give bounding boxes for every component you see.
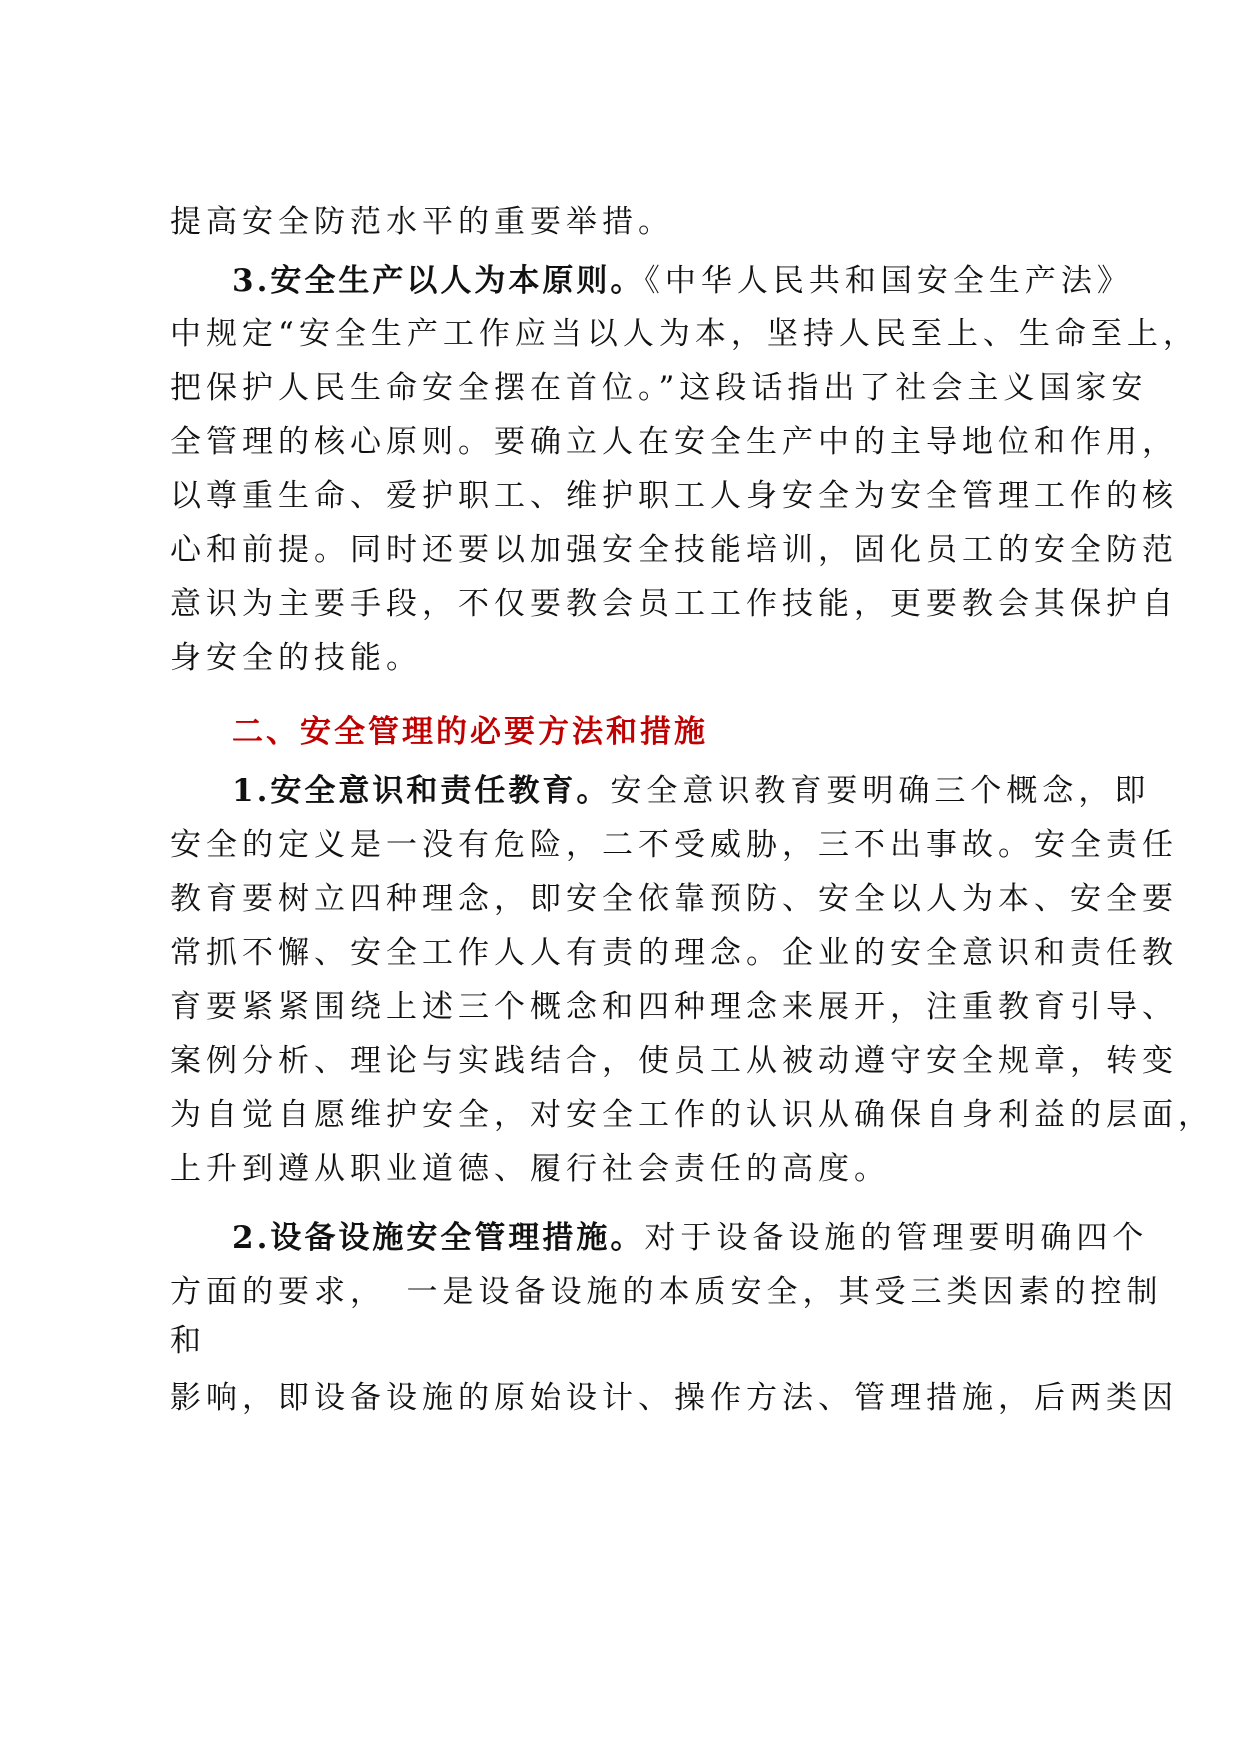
paragraph-line bbox=[170, 821, 1178, 869]
paragraph-line bbox=[170, 418, 1178, 466]
text-line: 《中华人民共和国安全生产法》 bbox=[644, 263, 1133, 299]
paragraph-line bbox=[170, 580, 1178, 628]
paragraph-line bbox=[232, 767, 1150, 815]
text-line: 上升到遵从职业道德、履行社会责任的高度。 bbox=[170, 1151, 890, 1187]
paragraph-line bbox=[170, 1145, 890, 1193]
paragraph-line bbox=[170, 364, 1147, 412]
paragraph-line bbox=[170, 310, 1199, 358]
paragraph-line bbox=[170, 875, 1178, 923]
paragraph-line bbox=[170, 1268, 1163, 1316]
paragraph-line bbox=[170, 472, 1178, 520]
paragraph-line bbox=[170, 1317, 206, 1365]
text-line: 安全的定义是一没有危险，二不受威胁，三不出事故。安全责任 bbox=[170, 827, 1178, 863]
text-line: 为自觉自愿维护安全，对安全工作的认识从确保自身利益的层面， bbox=[170, 1097, 1214, 1133]
text-line: 意识为主要手段，不仅要教会员工工作技能，更要教会其保护自 bbox=[170, 586, 1178, 622]
text-line: 提高安全防范水平的重要举措。 bbox=[170, 204, 674, 240]
paragraph-title: 3.安全生产以人为本原则。 bbox=[232, 263, 645, 299]
text-line: 育要紧紧围绕上述三个概念和四种理念来展开，注重教育引导、 bbox=[170, 989, 1178, 1025]
text-line: 教育要树立四种理念，即安全依靠预防、安全以人为本、安全要 bbox=[170, 881, 1178, 917]
paragraph-line bbox=[170, 983, 1178, 1031]
paragraph-line bbox=[170, 198, 674, 246]
paragraph-line bbox=[170, 929, 1178, 977]
section-heading bbox=[232, 708, 708, 756]
text-line: 中规定“安全生产工作应当以人为本，坚持人民至上、生命至上， bbox=[170, 316, 1199, 352]
text-line: 把保护人民生命安全摆在首位。”这段话指出了社会主义国家安 bbox=[170, 370, 1148, 406]
paragraph-line bbox=[170, 1091, 1214, 1139]
paragraph-title: 1.安全意识和责任教育。 bbox=[232, 773, 611, 809]
paragraph-line bbox=[170, 634, 422, 682]
paragraph-line bbox=[170, 526, 1178, 574]
text-line: 影响，即设备设施的原始设计、操作方法、管理措施，后两类因 bbox=[170, 1380, 1178, 1416]
text-line: 方面的要求， 一是设备设施的本质安全，其受三类因素的控制 bbox=[170, 1274, 1163, 1310]
text-line: 身安全的技能。 bbox=[170, 640, 422, 676]
text-line: 以尊重生命、爱护职工、维护职工人身安全为安全管理工作的核 bbox=[170, 478, 1178, 514]
text-line: 案例分析、理论与实践结合，使员工从被动遵守安全规章，转变 bbox=[170, 1043, 1178, 1079]
paragraph-line bbox=[232, 1214, 1148, 1262]
section-heading-text: 二、安全管理的必要方法和措施 bbox=[232, 714, 708, 750]
paragraph-line bbox=[232, 257, 1133, 305]
text-line: 和 bbox=[170, 1323, 206, 1359]
paragraph-line bbox=[170, 1037, 1178, 1085]
paragraph-title: 2.设备设施安全管理措施。 bbox=[232, 1220, 645, 1256]
text-line: 心和前提。同时还要以加强安全技能培训，固化员工的安全防范 bbox=[170, 532, 1178, 568]
paragraph-line bbox=[170, 1374, 1178, 1422]
text-line: 常抓不懈、安全工作人人有责的理念。企业的安全意识和责任教 bbox=[170, 935, 1178, 971]
text-line: 安全意识教育要明确三个概念，即 bbox=[610, 773, 1151, 809]
text-line: 全管理的核心原则。要确立人在安全生产中的主导地位和作用， bbox=[170, 424, 1178, 460]
text-line: 对于设备设施的管理要明确四个 bbox=[644, 1220, 1149, 1256]
